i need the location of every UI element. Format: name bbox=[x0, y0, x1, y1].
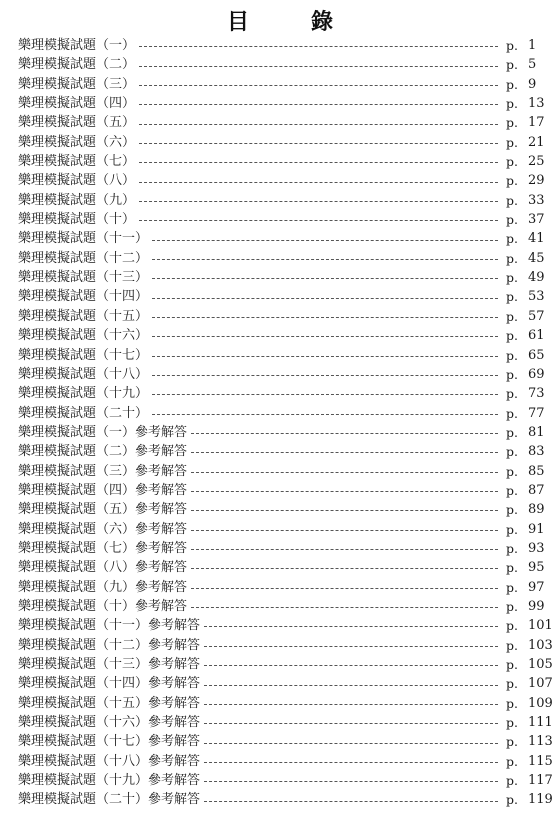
toc-entry[interactable] bbox=[0, 500, 560, 519]
toc-entry[interactable] bbox=[0, 732, 560, 751]
page-number: 61 bbox=[528, 328, 545, 344]
page-number: 99 bbox=[528, 598, 545, 614]
page-number: 37 bbox=[528, 212, 545, 228]
page-number: 73 bbox=[528, 386, 545, 402]
toc-entry-title: 樂理模擬試題（十九） bbox=[18, 386, 149, 402]
toc-entry-title: 樂理模擬試題（十五） bbox=[18, 308, 149, 324]
toc-entry-title: 樂理模擬試題（十三）參考解答 bbox=[18, 657, 201, 672]
page-prefix: p. bbox=[506, 386, 518, 402]
dash-leader bbox=[152, 414, 498, 415]
page-number: 45 bbox=[528, 250, 545, 266]
page-prefix: p. bbox=[506, 328, 518, 344]
page-prefix: p. bbox=[506, 76, 518, 92]
page-prefix: p. bbox=[506, 231, 518, 247]
dash-leader bbox=[191, 588, 498, 589]
page-prefix: p. bbox=[506, 618, 518, 634]
toc-entry-title: 樂理模擬試題（七） bbox=[18, 154, 136, 170]
page-number: 25 bbox=[528, 154, 545, 170]
toc-entry[interactable] bbox=[0, 674, 560, 693]
page-prefix: p. bbox=[506, 424, 518, 440]
toc-entry[interactable] bbox=[0, 655, 560, 674]
toc-entry[interactable] bbox=[0, 636, 560, 655]
toc-entry-title: 樂理模擬試題（十八） bbox=[18, 366, 149, 382]
dash-leader bbox=[139, 85, 498, 86]
toc-entry-title: 樂理模擬試題（一） bbox=[18, 38, 136, 53]
page-number: 17 bbox=[528, 115, 545, 131]
dash-leader bbox=[204, 685, 498, 686]
toc-entry-title: 樂理模擬試題（一）參考解答 bbox=[18, 424, 188, 440]
toc-entry[interactable] bbox=[0, 365, 560, 384]
dash-leader bbox=[152, 240, 498, 241]
toc-entry[interactable] bbox=[0, 790, 560, 809]
toc-entry-title: 樂理模擬試題（二十） bbox=[18, 405, 149, 421]
page-prefix: p. bbox=[506, 540, 518, 556]
page-prefix: p. bbox=[506, 270, 518, 286]
toc-entry[interactable] bbox=[0, 152, 560, 171]
page-number: 115 bbox=[528, 753, 553, 769]
toc-entry-title: 樂理模擬試題（十六） bbox=[18, 328, 149, 344]
page-prefix: p. bbox=[506, 753, 518, 769]
toc-entry[interactable] bbox=[0, 694, 560, 713]
dash-leader bbox=[204, 626, 498, 627]
page-prefix: p. bbox=[506, 502, 518, 518]
dash-leader bbox=[204, 781, 498, 782]
page-prefix: p. bbox=[506, 250, 518, 266]
toc-entry[interactable] bbox=[0, 713, 560, 732]
page-prefix: p. bbox=[506, 38, 518, 53]
page-prefix: p. bbox=[506, 637, 518, 653]
toc-entry-title: 樂理模擬試題（五）參考解答 bbox=[18, 502, 188, 518]
page-prefix: p. bbox=[506, 444, 518, 460]
toc-entry-title: 樂理模擬試題（九）參考解答 bbox=[18, 579, 188, 595]
toc-entry-title: 樂理模擬試題（三） bbox=[18, 76, 136, 92]
dash-leader bbox=[204, 762, 498, 763]
page-number: 85 bbox=[528, 463, 545, 479]
page-prefix: p. bbox=[506, 57, 518, 73]
toc-entry-title: 樂理模擬試題（十九）參考解答 bbox=[18, 773, 201, 789]
page-number: 101 bbox=[528, 618, 553, 634]
toc-entry[interactable] bbox=[0, 210, 560, 229]
page-number: 119 bbox=[528, 792, 553, 808]
page-number: 89 bbox=[528, 502, 545, 518]
toc-entry[interactable] bbox=[0, 94, 560, 113]
page-number: 21 bbox=[528, 134, 545, 150]
page-prefix: p. bbox=[506, 598, 518, 614]
page-number: 81 bbox=[528, 424, 545, 440]
toc-entry[interactable] bbox=[0, 616, 560, 635]
dash-leader bbox=[204, 801, 498, 802]
page-prefix: p. bbox=[506, 482, 518, 498]
page-prefix: p. bbox=[506, 154, 518, 170]
toc-entry-title: 樂理模擬試題（三）參考解答 bbox=[18, 463, 188, 479]
dash-leader bbox=[152, 375, 498, 376]
page-prefix: p. bbox=[506, 463, 518, 479]
dash-leader bbox=[152, 394, 498, 395]
title-char-2: 錄 bbox=[311, 8, 334, 35]
toc-entry[interactable] bbox=[0, 481, 560, 500]
page-prefix: p. bbox=[506, 173, 518, 189]
dash-leader bbox=[191, 510, 498, 511]
dash-leader bbox=[204, 646, 498, 647]
toc-entry-title: 樂理模擬試題（十四）參考解答 bbox=[18, 676, 201, 692]
toc-entry-title: 樂理模擬試題（十七）參考解答 bbox=[18, 734, 201, 750]
dash-leader bbox=[204, 723, 498, 724]
toc-entry[interactable] bbox=[0, 558, 560, 577]
title-char-1: 目 bbox=[226, 8, 249, 35]
toc-entry[interactable] bbox=[0, 539, 560, 558]
toc-entry-title: 樂理模擬試題（十四） bbox=[18, 289, 149, 305]
toc-entry[interactable] bbox=[0, 268, 560, 287]
page-number: 109 bbox=[528, 695, 553, 711]
page-number: 77 bbox=[528, 405, 545, 421]
page-number: 1 bbox=[528, 38, 537, 53]
page-prefix: p. bbox=[506, 212, 518, 228]
page-number: 93 bbox=[528, 540, 545, 556]
page-prefix: p. bbox=[506, 734, 518, 750]
toc-entry-title: 樂理模擬試題（五） bbox=[18, 115, 136, 131]
page-title bbox=[0, 6, 560, 34]
page-number: 97 bbox=[528, 579, 545, 595]
toc-entry[interactable] bbox=[0, 113, 560, 132]
toc-entry[interactable] bbox=[0, 75, 560, 94]
page-number: 83 bbox=[528, 444, 545, 460]
page-number: 103 bbox=[528, 637, 553, 653]
dash-leader bbox=[139, 66, 498, 67]
dash-leader bbox=[191, 491, 498, 492]
page-number: 49 bbox=[528, 270, 545, 286]
page-prefix: p. bbox=[506, 192, 518, 208]
page-prefix: p. bbox=[506, 695, 518, 711]
toc-entry-title: 樂理模擬試題（十） bbox=[18, 212, 136, 228]
toc-entry-title: 樂理模擬試題（二） bbox=[18, 57, 136, 73]
dash-leader bbox=[191, 607, 498, 608]
page-number: 95 bbox=[528, 560, 545, 576]
page-number: 13 bbox=[528, 96, 545, 112]
page-prefix: p. bbox=[506, 308, 518, 324]
dash-leader bbox=[191, 549, 498, 550]
dash-leader bbox=[191, 433, 498, 434]
toc-entry-title: 樂理模擬試題（六）參考解答 bbox=[18, 521, 188, 537]
page-number: 113 bbox=[528, 734, 553, 750]
dash-leader bbox=[204, 743, 498, 744]
toc-entry[interactable] bbox=[0, 578, 560, 597]
page-prefix: p. bbox=[506, 134, 518, 150]
toc-entry[interactable] bbox=[0, 597, 560, 616]
page-number: 91 bbox=[528, 521, 545, 537]
toc-entry-title: 樂理模擬試題（十三） bbox=[18, 270, 149, 286]
toc-entry[interactable] bbox=[0, 55, 560, 74]
page-number: 111 bbox=[528, 715, 553, 731]
page-number: 87 bbox=[528, 482, 545, 498]
page-number: 5 bbox=[528, 57, 537, 73]
page-number: 117 bbox=[528, 773, 553, 789]
toc-entry-title: 樂理模擬試題（八） bbox=[18, 173, 136, 189]
dash-leader bbox=[152, 356, 498, 357]
toc-entry-title: 樂理模擬試題（十一）參考解答 bbox=[18, 618, 201, 634]
page-prefix: p. bbox=[506, 521, 518, 537]
toc-entry-title: 樂理模擬試題（十六）參考解答 bbox=[18, 715, 201, 731]
dash-leader bbox=[139, 124, 498, 125]
toc-entry-title: 樂理模擬試題（十八）參考解答 bbox=[18, 753, 201, 769]
dash-leader bbox=[139, 143, 498, 144]
page-prefix: p. bbox=[506, 715, 518, 731]
page-prefix: p. bbox=[506, 289, 518, 305]
toc-entry[interactable] bbox=[0, 171, 560, 190]
toc-entry[interactable] bbox=[0, 520, 560, 539]
dash-leader bbox=[152, 317, 498, 318]
toc-entry[interactable] bbox=[0, 442, 560, 461]
page-prefix: p. bbox=[506, 347, 518, 363]
page-number: 33 bbox=[528, 192, 545, 208]
page-number: 65 bbox=[528, 347, 545, 363]
dash-leader bbox=[152, 298, 498, 299]
toc-entry-title: 樂理模擬試題（二）參考解答 bbox=[18, 444, 188, 460]
dash-leader bbox=[191, 530, 498, 531]
toc-entry[interactable] bbox=[0, 462, 560, 481]
dash-leader bbox=[152, 278, 498, 279]
toc-entry-title: 樂理模擬試題（四）參考解答 bbox=[18, 482, 188, 498]
toc-entry-title: 樂理模擬試題（九） bbox=[18, 192, 136, 208]
toc-entry-title: 樂理模擬試題（十）參考解答 bbox=[18, 598, 188, 614]
toc-entry-title: 樂理模擬試題（十七） bbox=[18, 347, 149, 363]
dash-leader bbox=[152, 259, 498, 260]
dash-leader bbox=[139, 220, 498, 221]
page-prefix: p. bbox=[506, 366, 518, 382]
page-prefix: p. bbox=[506, 773, 518, 789]
page-number: 69 bbox=[528, 366, 545, 382]
toc-entry[interactable] bbox=[0, 287, 560, 306]
toc-entry[interactable] bbox=[0, 326, 560, 345]
toc-entry[interactable] bbox=[0, 423, 560, 442]
dash-leader bbox=[204, 704, 498, 705]
page-prefix: p. bbox=[506, 792, 518, 808]
dash-leader bbox=[139, 104, 498, 105]
toc-entry-title: 樂理模擬試題（十一） bbox=[18, 231, 149, 247]
toc-entry[interactable] bbox=[0, 384, 560, 403]
page-prefix: p. bbox=[506, 405, 518, 421]
page-number: 29 bbox=[528, 173, 545, 189]
page-number: 41 bbox=[528, 231, 545, 247]
dash-leader bbox=[152, 336, 498, 337]
dash-leader bbox=[191, 472, 498, 473]
toc-entry[interactable] bbox=[0, 307, 560, 326]
page-prefix: p. bbox=[506, 579, 518, 595]
page-prefix: p. bbox=[506, 657, 518, 672]
page-number: 107 bbox=[528, 676, 553, 692]
toc-entry-title: 樂理模擬試題（十二） bbox=[18, 250, 149, 266]
dash-leader bbox=[191, 452, 498, 453]
dash-leader bbox=[139, 201, 498, 202]
table-of-contents bbox=[0, 36, 560, 810]
toc-entry-title: 樂理模擬試題（七）參考解答 bbox=[18, 540, 188, 556]
page-prefix: p. bbox=[506, 560, 518, 576]
toc-entry-title: 樂理模擬試題（二十）參考解答 bbox=[18, 792, 201, 808]
toc-entry[interactable] bbox=[0, 404, 560, 423]
toc-entry-title: 樂理模擬試題（六） bbox=[18, 134, 136, 150]
toc-entry-title: 樂理模擬試題（四） bbox=[18, 96, 136, 112]
page-prefix: p. bbox=[506, 96, 518, 112]
page-prefix: p. bbox=[506, 115, 518, 131]
dash-leader bbox=[204, 665, 498, 666]
page-number: 53 bbox=[528, 289, 545, 305]
toc-entry[interactable] bbox=[0, 191, 560, 210]
dash-leader bbox=[139, 46, 498, 47]
toc-entry-title: 樂理模擬試題（十五）參考解答 bbox=[18, 695, 201, 711]
toc-entry-title: 樂理模擬試題（八）參考解答 bbox=[18, 560, 188, 576]
toc-entry[interactable] bbox=[0, 771, 560, 790]
toc-entry[interactable] bbox=[0, 133, 560, 152]
dash-leader bbox=[139, 182, 498, 183]
toc-entry-title: 樂理模擬試題（十二）參考解答 bbox=[18, 637, 201, 653]
page-prefix: p. bbox=[506, 676, 518, 692]
dash-leader bbox=[139, 162, 498, 163]
dash-leader bbox=[191, 568, 498, 569]
toc-entry[interactable] bbox=[0, 346, 560, 365]
toc-entry[interactable] bbox=[0, 249, 560, 268]
page-number: 105 bbox=[528, 657, 553, 672]
toc-entry[interactable] bbox=[0, 752, 560, 771]
toc-entry[interactable] bbox=[0, 229, 560, 248]
page-number: 57 bbox=[528, 308, 545, 324]
toc-entry[interactable] bbox=[0, 36, 560, 55]
page-number: 9 bbox=[528, 76, 537, 92]
